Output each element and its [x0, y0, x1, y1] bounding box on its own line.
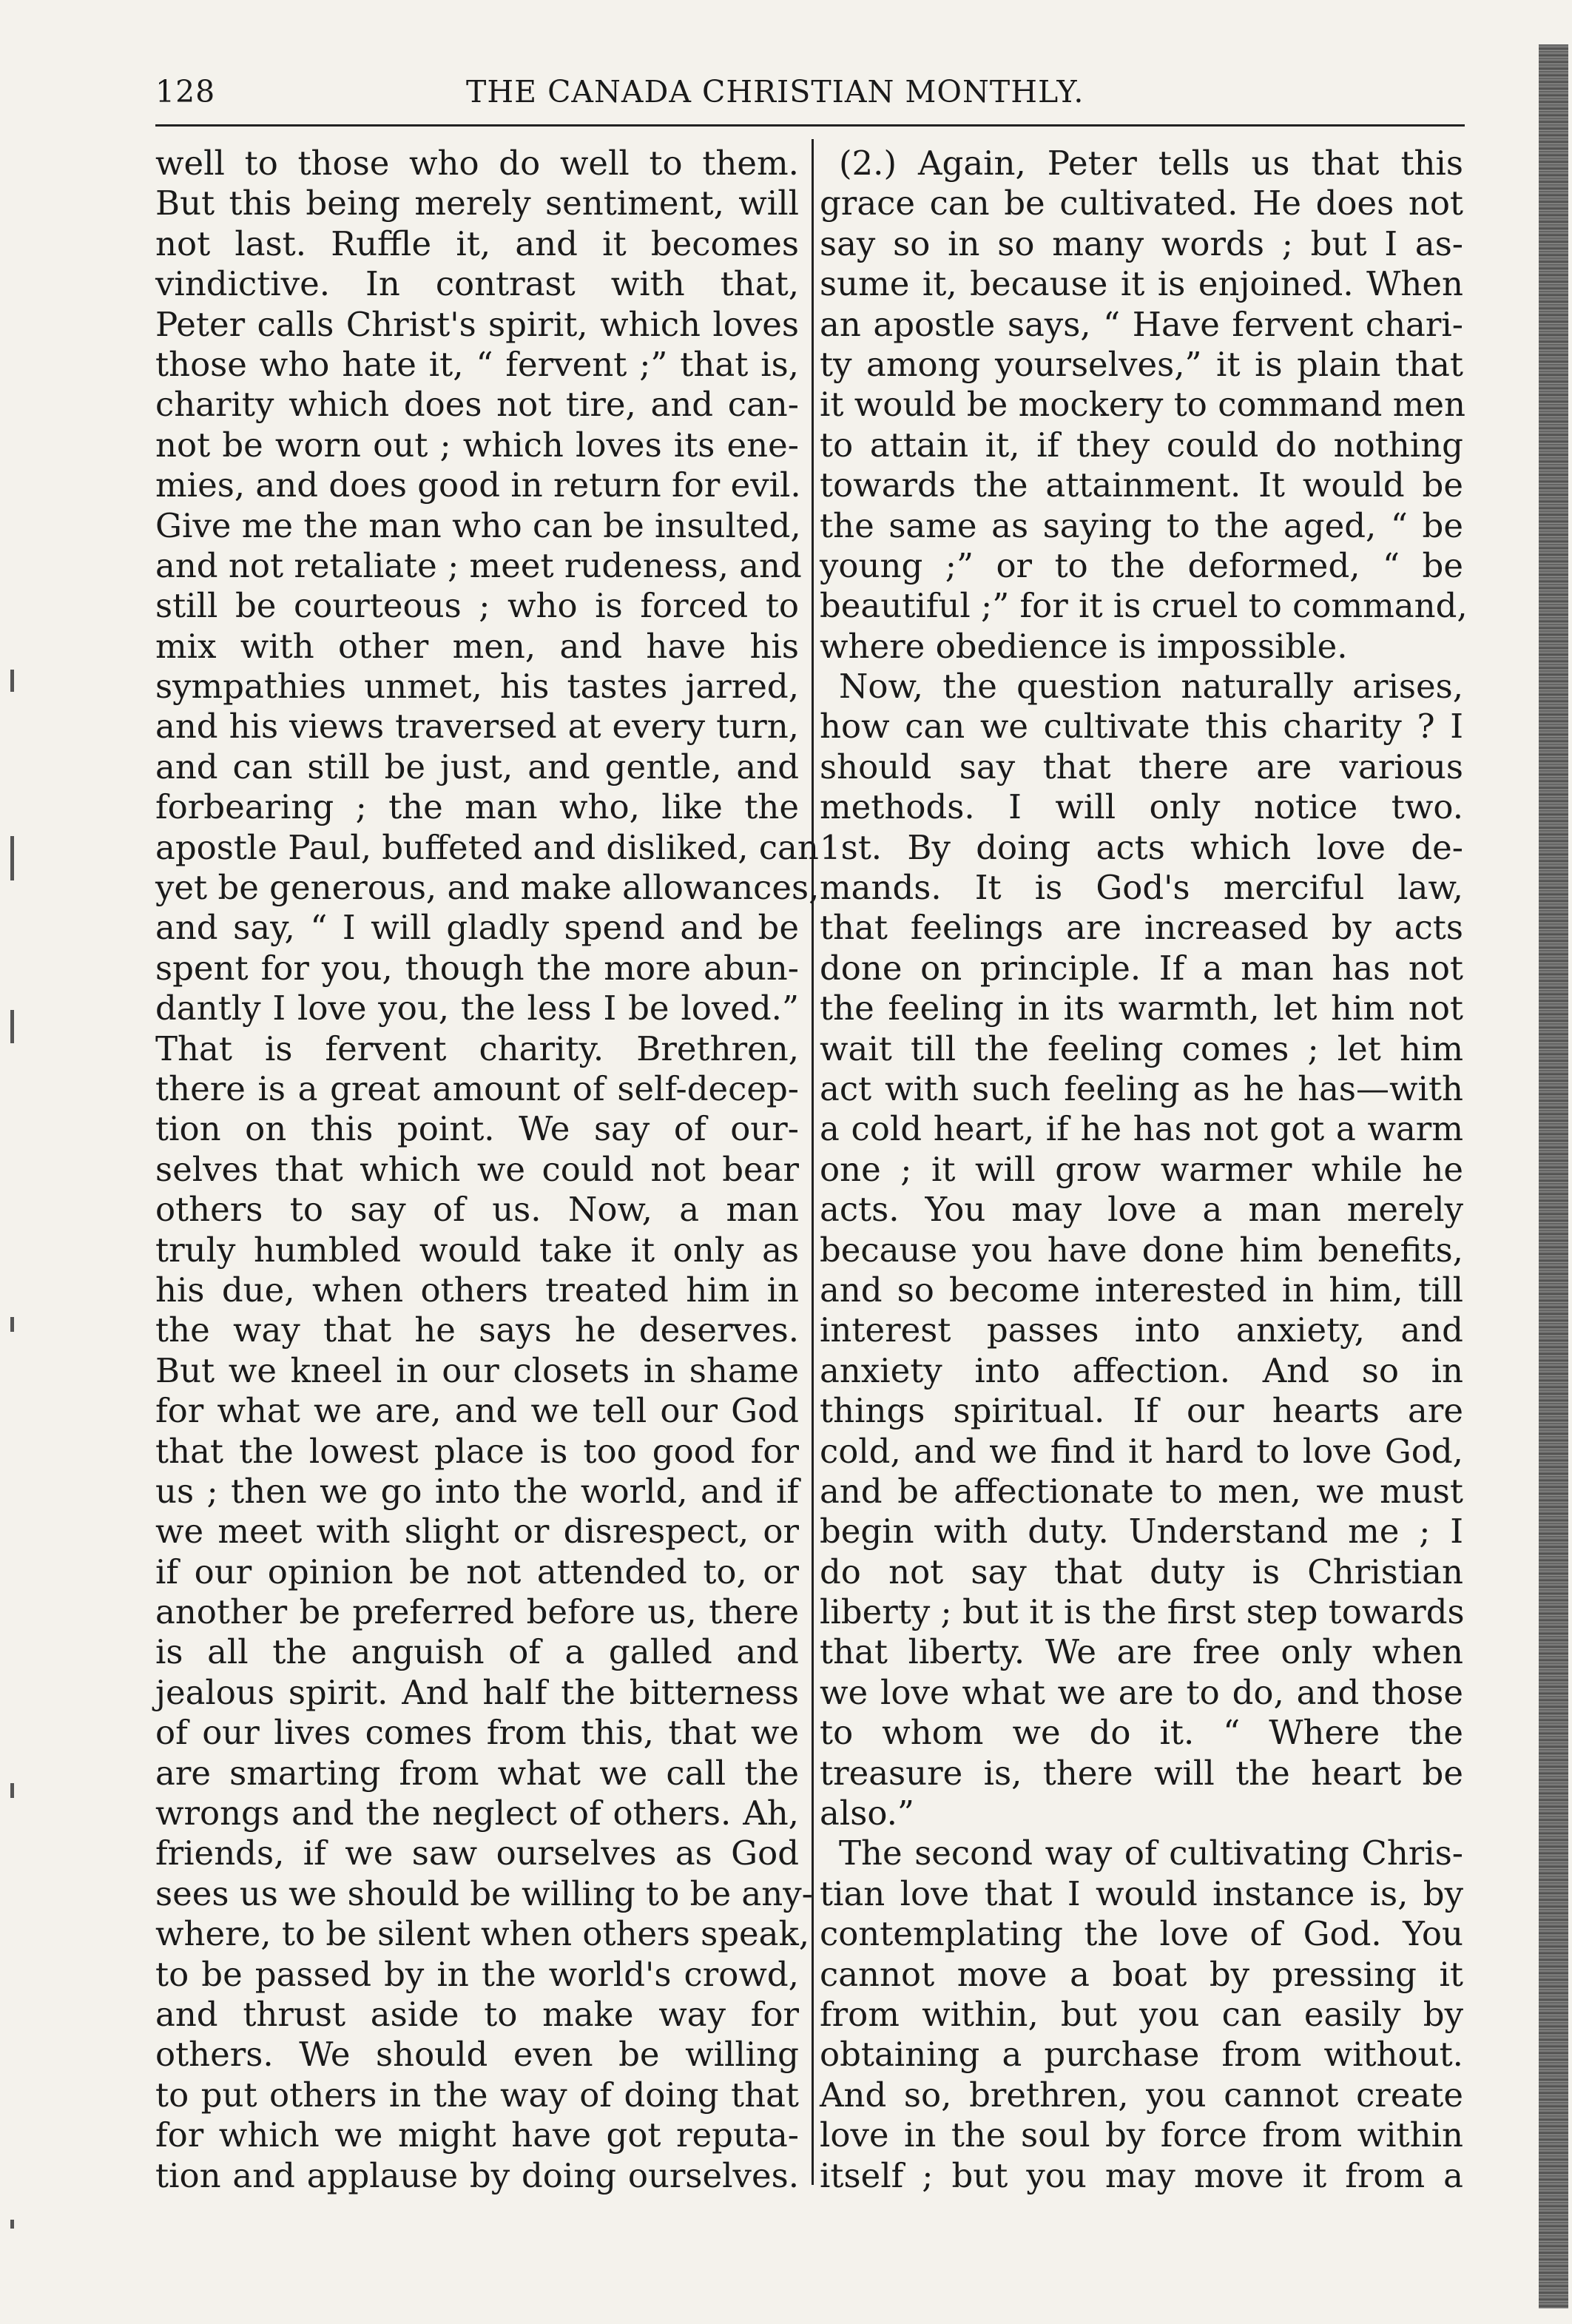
left-column-line: jealous spirit. And half the bitterness [155, 1672, 799, 1712]
right-column-line: the same as saying to the aged, “ be [820, 505, 1463, 545]
right-column-line: sume it, because it is enjoined. When [820, 264, 1463, 304]
right-column-line: and be affectionate to men, we must [820, 1471, 1463, 1511]
right-column-line: liberty ; but it is the first step towards [820, 1592, 1465, 1632]
right-column-line: ty among yourselves,” it is plain that [820, 344, 1463, 384]
right-column-line: (2.) Again, Peter tells us that this [839, 144, 1463, 183]
left-column-line: others to say of us. Now, a man [155, 1190, 799, 1230]
right-column-line: grace can be cultivated. He does not [820, 183, 1463, 223]
left-column-line: tion and applause by doing ourselves. [155, 2155, 799, 2195]
left-column-line: to put others in the way of doing that [155, 2075, 799, 2115]
left-column-line: we meet with slight or disrespect, or [155, 1512, 799, 1552]
left-column-line: for what we are, and we tell our God [155, 1391, 799, 1431]
margin-speck [10, 1783, 14, 1798]
left-column-line: friends, if we saw ourselves as God [155, 1833, 799, 1873]
right-column-line: and so become interested in him, till [820, 1270, 1463, 1310]
right-column-line: methods. I will only notice two. [820, 787, 1463, 827]
right-column-line: contemplating the love of God. You [820, 1914, 1463, 1954]
right-column-line: Now, the question naturally arises, [839, 667, 1463, 707]
right-column-line: cold, and we find it hard to love God, [820, 1431, 1463, 1471]
margin-speck [10, 2220, 14, 2229]
left-column-line: dantly I love you, the less I be loved.” [155, 988, 799, 1028]
right-column-line: to attain it, if they could do nothing [820, 425, 1463, 465]
page-edge-binding [1539, 44, 1568, 2308]
left-column-line: mies, and does good in return for evil. [155, 465, 801, 505]
left-column-line: that the lowest place is too good for [155, 1431, 799, 1471]
left-column-line: wrongs and the neglect of others. Ah, [155, 1793, 799, 1833]
right-column-line: we love what we are to do, and those [820, 1672, 1463, 1712]
left-column-line: That is fervent charity. Brethren, [155, 1028, 799, 1068]
page-number: 128 [155, 74, 216, 110]
left-column-line: and thrust aside to make way for [155, 1994, 799, 2034]
left-column-line: another be preferred before us, there [155, 1592, 799, 1632]
left-column-line: to be passed by in the world's crowd, [155, 1954, 799, 1994]
left-column-line: and say, “ I will gladly spend and be [155, 908, 799, 948]
margin-speck [10, 670, 14, 692]
right-column-line: to whom we do it. “ Where the [820, 1713, 1463, 1753]
left-column-line: the way that he says he deserves. [155, 1310, 799, 1350]
left-column-line: tion on this point. We say of our- [155, 1109, 799, 1149]
left-column-line: and can still be just, and gentle, and [155, 747, 799, 787]
left-column-line: truly humbled would take it only as [155, 1230, 799, 1270]
left-column-line: us ; then we go into the world, and if [155, 1471, 799, 1511]
left-column-line: charity which does not tire, and can- [155, 385, 799, 425]
left-column-line: others. We should even be willing [155, 2035, 799, 2075]
right-column-line: the feeling in its warmth, let him not [820, 988, 1463, 1028]
right-column-line: an apostle says, “ Have fervent chari- [820, 304, 1463, 344]
left-column-line: and his views traversed at every turn, [155, 707, 799, 747]
left-column-line: sympathies unmet, his tastes jarred, [155, 667, 799, 707]
right-column-line: do not say that duty is Christian [820, 1552, 1463, 1592]
right-column-line: towards the attainment. It would be [820, 465, 1463, 505]
right-column-line: where obedience is impossible. [820, 626, 1348, 666]
left-column-line: not last. Ruffle it, and it becomes [155, 223, 799, 263]
right-column-line: from within, but you can easily by [820, 1994, 1463, 2034]
left-column-line: Give me the man who can be insulted, [155, 505, 801, 545]
right-column-line: wait till the feeling comes ; let him [820, 1028, 1463, 1068]
left-column-line: and not retaliate ; meet rudeness, and [155, 545, 802, 585]
right-column-line: that feelings are increased by acts [820, 908, 1463, 948]
right-column-line: tian love that I would instance is, by [820, 1873, 1463, 1913]
left-column-line: But this being merely sentiment, will [155, 183, 799, 223]
left-column-line: forbearing ; the man who, like the [155, 787, 799, 827]
right-column [820, 144, 1468, 2196]
right-column-line: treasure is, there will the heart be [820, 1753, 1463, 1793]
left-column-line: those who hate it, “ fervent ;” that is, [155, 344, 799, 384]
right-column-line: one ; it will grow warmer while he [820, 1149, 1463, 1189]
left-column-line: vindictive. In contrast with that, [155, 264, 799, 304]
running-title: THE CANADA CHRISTIAN MONTHLY. [466, 74, 1084, 110]
right-column-line: obtaining a purchase from without. [820, 2035, 1463, 2075]
right-column-line: The second way of cultivating Chris- [839, 1833, 1463, 1873]
right-column-line: should say that there are various [820, 747, 1463, 787]
right-column-line: also.” [820, 1793, 914, 1833]
margin-speck [10, 1317, 14, 1332]
left-column-line: mix with other men, and have his [155, 626, 799, 666]
left-column-line: his due, when others treated him in [155, 1270, 799, 1310]
right-column-line: that liberty. We are free only when [820, 1632, 1463, 1672]
right-column-line: anxiety into affection. And so in [820, 1350, 1463, 1390]
left-column-line: for which we might have got reputa- [155, 2115, 799, 2155]
margin-speck [10, 836, 14, 880]
margin-speck [10, 1010, 14, 1043]
right-column-line: beautiful ;” for it is cruel to command, [820, 586, 1468, 626]
left-column-line: where, to be silent when others speak, [155, 1914, 810, 1954]
left-column-line: spent for you, though the more abun- [155, 948, 799, 988]
left-column-line: selves that which we could not bear [155, 1149, 799, 1189]
left-column-line: there is a great amount of self-decep- [155, 1068, 799, 1108]
right-column-line: a cold heart, if he has not got a warm [820, 1109, 1463, 1149]
right-column-line: love in the soul by force from within [820, 2115, 1463, 2155]
right-column-line: say so in so many words ; but I as- [820, 223, 1463, 263]
left-column-line: well to those who do well to them. [155, 144, 799, 183]
header-rule [155, 124, 1465, 127]
left-column-line: are smarting from what we call the [155, 1753, 799, 1793]
right-column-line: mands. It is God's merciful law, [820, 868, 1463, 908]
right-column-line: 1st. By doing acts which love de- [820, 827, 1463, 867]
right-column-line: itself ; but you may move it from a [820, 2155, 1463, 2195]
left-column-line: apostle Paul, buffeted and disliked, can [155, 827, 819, 867]
right-column-line: begin with duty. Understand me ; I [820, 1512, 1463, 1552]
right-column-line: done on principle. If a man has not [820, 948, 1463, 988]
left-column-line: still be courteous ; who is forced to [155, 586, 799, 626]
left-column-line: if our opinion be not attended to, or [155, 1552, 799, 1592]
page-header [155, 74, 1465, 126]
left-column-line: yet be generous, and make allowances, [155, 868, 820, 908]
right-column-line: interest passes into anxiety, and [820, 1310, 1463, 1350]
right-column-line: how can we cultivate this charity ? I [820, 707, 1463, 747]
left-column-line: not be worn out ; which loves its ene- [155, 425, 799, 465]
left-column-line: But we kneel in our closets in shame [155, 1350, 799, 1390]
right-column-line: because you have done him benefits, [820, 1230, 1463, 1270]
right-column-line: acts. You may love a man merely [820, 1190, 1463, 1230]
right-column-line: things spiritual. If our hearts are [820, 1391, 1463, 1431]
left-column-line: is all the anguish of a galled and [155, 1632, 799, 1672]
right-column-line: it would be mockery to command men [820, 385, 1466, 425]
right-column-line: young ;” or to the deformed, “ be [820, 545, 1463, 585]
left-column [155, 144, 820, 2196]
right-column-line: And so, brethren, you cannot create [820, 2075, 1463, 2115]
right-column-line: act with such feeling as he has—with [820, 1068, 1463, 1108]
right-column-line: cannot move a boat by pressing it [820, 1954, 1463, 1994]
left-column-line: Peter calls Christ's spirit, which loves [155, 304, 799, 344]
left-column-line: of our lives comes from this, that we [155, 1713, 799, 1753]
left-column-line: sees us we should be willing to be any- [155, 1873, 813, 1913]
